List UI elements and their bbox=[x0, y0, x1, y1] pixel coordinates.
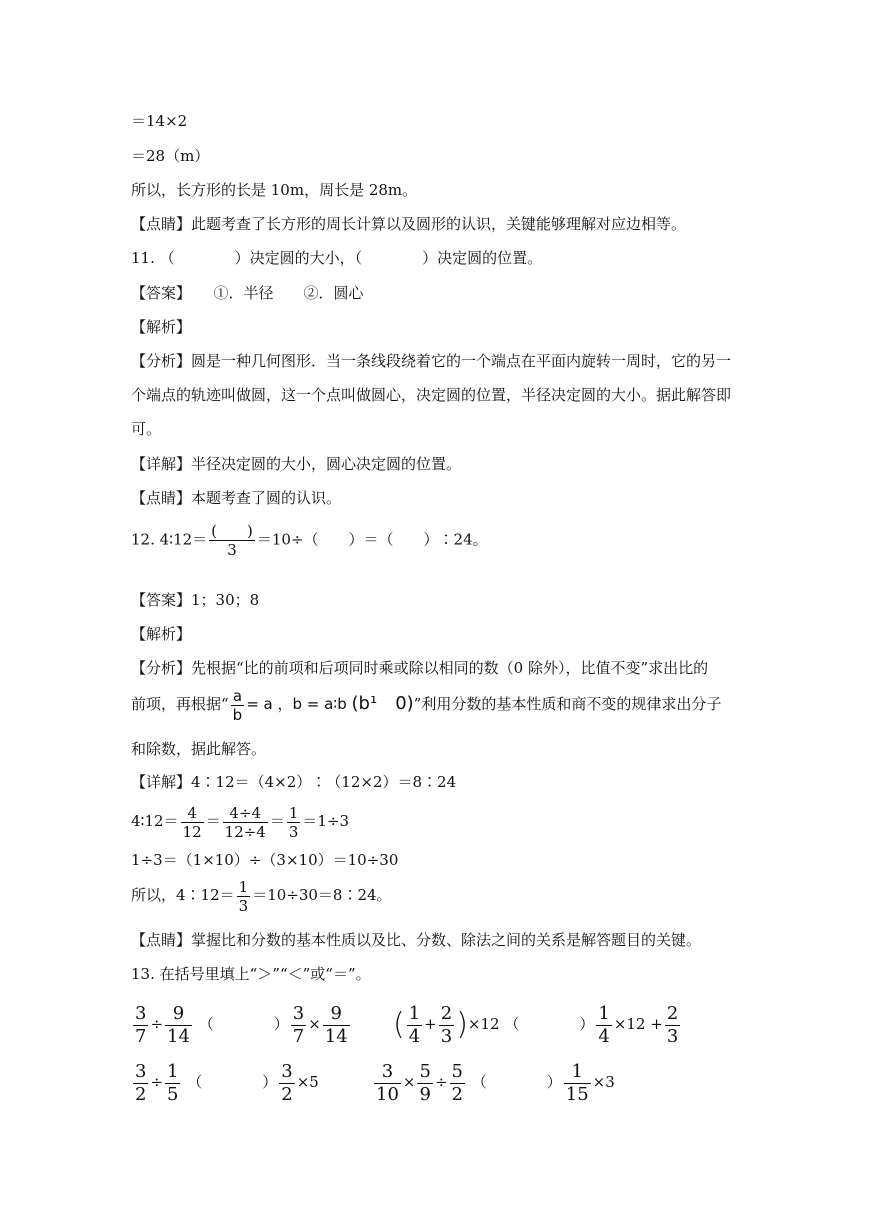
analysis-12-formula bbox=[131, 686, 721, 724]
fraction-numerator: 2 bbox=[666, 1002, 679, 1024]
fraction-numerator: 2 bbox=[440, 1002, 453, 1024]
question-11: 11. （ ）决定圆的大小，（ ）决定圆的位置。 bbox=[131, 249, 543, 267]
formula-fraction bbox=[231, 687, 245, 724]
fraction-denominator: 10 bbox=[376, 1083, 399, 1105]
fraction-denominator: 3 bbox=[288, 822, 299, 841]
fraction-denominator: b bbox=[232, 705, 243, 724]
fraction-numerator: 1 bbox=[408, 1002, 421, 1024]
fraction-numerator: 3 bbox=[374, 1061, 401, 1084]
operator: ×12 + bbox=[613, 1015, 663, 1033]
analysis-11: 个端点的轨迹叫做圆，这一个点叫做圆心，决定圆的位置，半径决定圆的大小。据此解答即 bbox=[131, 386, 732, 404]
fraction-denominator: 14 bbox=[324, 1025, 348, 1047]
question-12-lead: 12. 4∶12＝ bbox=[131, 530, 208, 549]
operator: ÷ bbox=[150, 1015, 164, 1033]
fraction-denominator: 2 bbox=[135, 1083, 147, 1105]
fraction-denominator: 9 bbox=[419, 1083, 431, 1105]
fraction bbox=[133, 1003, 148, 1048]
fraction-numerator: 5 bbox=[451, 1060, 463, 1082]
formula-text: = a ，b = a∶b bbox=[246, 695, 347, 713]
fraction bbox=[237, 878, 251, 915]
left-paren: ( bbox=[393, 1007, 405, 1042]
compare-item bbox=[131, 1000, 352, 1048]
fraction-numerator: 3 bbox=[135, 1002, 147, 1024]
answer-blank[interactable]: （ ） bbox=[198, 1015, 289, 1033]
detail-12-conclusion bbox=[131, 877, 392, 915]
detail-12-fractions bbox=[131, 803, 349, 841]
operator: ×5 bbox=[296, 1073, 319, 1091]
fraction bbox=[323, 1003, 350, 1048]
right-paren: ) bbox=[456, 1007, 468, 1042]
fraction bbox=[291, 1003, 306, 1048]
equation-text: ＝10÷30＝8∶24。 bbox=[252, 886, 392, 904]
fraction bbox=[417, 1061, 432, 1106]
fraction bbox=[665, 1003, 680, 1048]
fraction-denominator: 7 bbox=[135, 1025, 147, 1047]
answer-blank[interactable]: （ ） bbox=[471, 1073, 562, 1091]
fraction-numerator: 1 bbox=[598, 1002, 610, 1024]
fraction-numerator: 3 bbox=[292, 1002, 305, 1024]
fraction bbox=[564, 1061, 591, 1106]
fraction bbox=[181, 804, 204, 841]
fraction bbox=[374, 1061, 401, 1106]
text-line: ＝28（m） bbox=[131, 147, 210, 165]
analysis-11: 可。 bbox=[131, 420, 162, 438]
fraction-denominator: 14 bbox=[167, 1025, 190, 1047]
fraction-numerator: 1 bbox=[238, 877, 249, 896]
comment-11: 【点睛】本题考查了圆的认识。 bbox=[131, 489, 342, 507]
question-13: 13. 在括号里填上“＞”“＜”或“＝”。 bbox=[131, 965, 371, 983]
fraction-denominator: 12÷4 bbox=[224, 822, 266, 841]
fraction-denominator: 3 bbox=[227, 541, 237, 559]
analysis-12: 【分析】先根据“比的前项和后项同时乘或除以相同的数（0 除外），比值不变”求出比的 bbox=[131, 659, 709, 677]
analysis-text: ”利用分数的基本性质和商不变的规律求出分子 bbox=[413, 695, 722, 713]
compare-item bbox=[131, 1058, 319, 1106]
fraction-numerator: 3 bbox=[135, 1060, 147, 1082]
fraction-numerator: 9 bbox=[323, 1003, 350, 1026]
fraction-numerator: 1 bbox=[564, 1061, 591, 1084]
fraction-denominator: 3 bbox=[238, 896, 249, 915]
detail-11: 【详解】半径决定圆的大小，圆心决定圆的位置。 bbox=[131, 455, 462, 473]
question-12-tail: ＝10÷（ ）＝（ ）∶24。 bbox=[256, 530, 488, 549]
operator: × bbox=[402, 1073, 416, 1091]
fraction-numerator: 1 bbox=[167, 1060, 179, 1082]
fraction-denominator: 5 bbox=[167, 1083, 179, 1105]
question-12 bbox=[131, 522, 488, 559]
fraction-numerator: 4 bbox=[181, 804, 204, 823]
answer-blank[interactable]: （ ） bbox=[187, 1073, 278, 1091]
formula-condition: (b¹ 0) bbox=[351, 693, 414, 714]
operator: ÷ bbox=[150, 1073, 164, 1091]
comment-12: 【点睛】掌握比和分数的基本性质以及比、分数、除法之间的关系是解答题目的关键。 bbox=[131, 931, 702, 949]
fraction-denominator: 3 bbox=[440, 1025, 453, 1047]
blank-fraction bbox=[209, 522, 255, 559]
equals-sign: ＝ bbox=[269, 812, 285, 830]
fraction bbox=[439, 1003, 454, 1048]
detail-12: 【详解】4∶12＝（4×2）∶（12×2）＝8∶24 bbox=[131, 773, 457, 791]
fraction-numerator: 5 bbox=[419, 1060, 431, 1082]
answer-11: 【答案】 ①．半径 ②．圆心 bbox=[131, 284, 364, 302]
equation-text: 所以，4∶12＝ bbox=[131, 886, 235, 904]
fraction-numerator: 4÷4 bbox=[223, 804, 268, 823]
operator: ÷ bbox=[434, 1073, 448, 1091]
comment-line: 【点睛】此题考查了长方形的周长计算以及圆形的认识，关键能够理解对应边相等。 bbox=[131, 215, 687, 233]
operator: ×12 bbox=[467, 1015, 500, 1033]
operator: ×3 bbox=[592, 1073, 615, 1091]
fraction bbox=[165, 1061, 180, 1106]
detail-12: 1÷3＝（1×10）÷（3×10）＝10÷30 bbox=[131, 851, 399, 869]
analysis-12: 和除数，据此解答。 bbox=[131, 740, 267, 758]
answer-12: 【答案】1；30；8 bbox=[131, 591, 260, 609]
fraction-denominator: 2 bbox=[451, 1083, 463, 1105]
equals-sign: ＝ bbox=[205, 812, 221, 830]
fraction-numerator: 3 bbox=[281, 1060, 293, 1082]
answer-blank[interactable]: （ ） bbox=[504, 1015, 595, 1033]
text-line: 所以，长方形的长是 10m，周长是 28m。 bbox=[131, 181, 418, 199]
equation-text: ＝1÷3 bbox=[302, 812, 350, 830]
text-line: ＝14×2 bbox=[131, 112, 188, 130]
fraction bbox=[450, 1061, 465, 1106]
equation-text: 4∶12＝ bbox=[131, 812, 179, 830]
fraction bbox=[596, 1003, 611, 1048]
operator: + bbox=[424, 1015, 437, 1033]
fraction bbox=[133, 1061, 148, 1106]
fraction-numerator: a bbox=[231, 687, 245, 706]
fraction-numerator: 1 bbox=[288, 803, 299, 822]
operator: × bbox=[308, 1015, 321, 1033]
fraction bbox=[279, 1061, 294, 1106]
fraction-denominator: 2 bbox=[281, 1083, 293, 1105]
fraction-denominator: 3 bbox=[666, 1025, 679, 1047]
fraction bbox=[223, 804, 268, 841]
fraction bbox=[287, 804, 301, 841]
analysis-heading-12: 【解析】 bbox=[131, 625, 192, 643]
fraction-denominator: 15 bbox=[565, 1083, 589, 1105]
compare-item bbox=[393, 1000, 682, 1049]
fraction bbox=[407, 1003, 422, 1048]
fraction-denominator: 4 bbox=[598, 1025, 610, 1047]
fraction bbox=[165, 1003, 192, 1048]
analysis-heading-11: 【解析】 bbox=[131, 318, 192, 336]
compare-item bbox=[372, 1058, 615, 1106]
fraction-denominator: 12 bbox=[182, 822, 202, 841]
fraction-numerator: ( ) bbox=[211, 522, 253, 540]
fraction-denominator: 7 bbox=[292, 1025, 305, 1047]
fraction-denominator: 4 bbox=[408, 1025, 421, 1047]
fraction-numerator: 9 bbox=[165, 1003, 192, 1026]
analysis-text: 前项，再根据“ bbox=[131, 695, 229, 713]
analysis-11: 【分析】圆是一种几何图形．当一条线段绕着它的一个端点在平面内旋转一周时，它的另一 bbox=[131, 352, 732, 370]
